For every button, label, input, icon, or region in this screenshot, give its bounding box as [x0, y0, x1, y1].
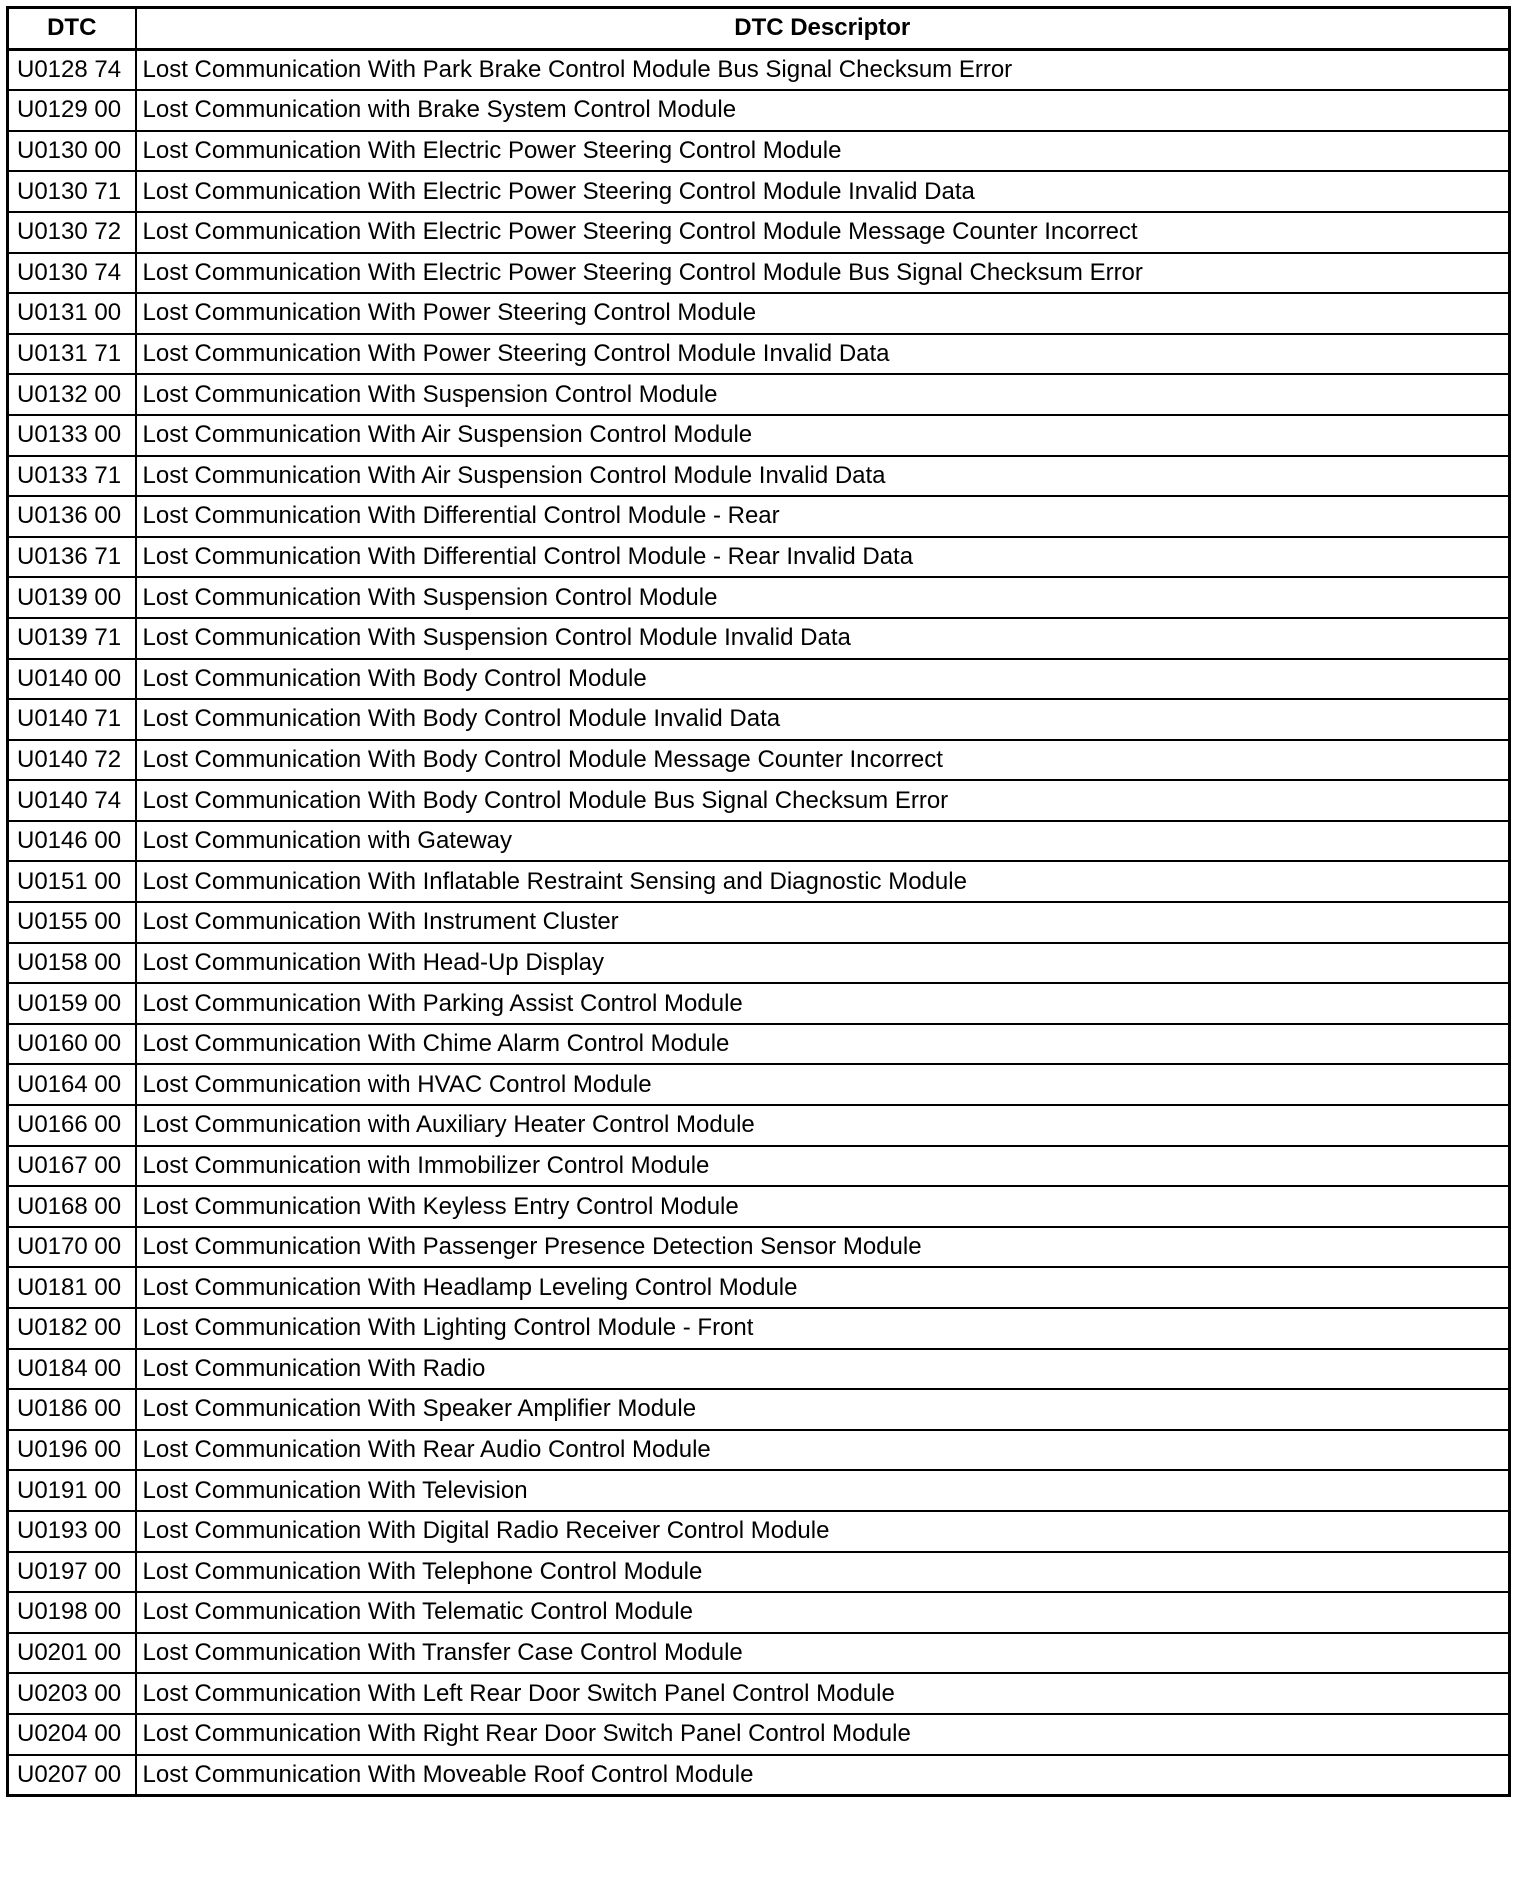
table-row: [8, 456, 1510, 497]
dtc-code-cell: U0207 00: [8, 1755, 136, 1796]
dtc-descriptor-cell: Lost Communication With Inflatable Restraint Sensing and Diagnostic Module: [136, 861, 1510, 902]
dtc-descriptor-cell: Lost Communication with HVAC Control Module: [136, 1064, 1510, 1105]
table-row: [8, 1389, 1510, 1430]
dtc-descriptor-cell: Lost Communication With Moveable Roof Control Module: [136, 1755, 1510, 1796]
dtc-code-cell: U0146 00: [8, 821, 136, 862]
dtc-code-cell: U0140 00: [8, 659, 136, 700]
dtc-descriptor-cell: Lost Communication With Power Steering Control Module: [136, 293, 1510, 334]
dtc-code-cell: U0131 71: [8, 334, 136, 375]
table-row: [8, 1511, 1510, 1552]
dtc-code-cell: U0155 00: [8, 902, 136, 943]
dtc-descriptor-cell: Lost Communication With Passenger Presence Detection Sensor Module: [136, 1227, 1510, 1268]
table-row: [8, 1552, 1510, 1593]
dtc-descriptor-cell: Lost Communication With Electric Power Steering Control Module Bus Signal Checksum Error: [136, 253, 1510, 294]
dtc-descriptor-cell: Lost Communication With Suspension Control Module: [136, 577, 1510, 618]
table-row: [8, 902, 1510, 943]
dtc-code-cell: U0133 71: [8, 456, 136, 497]
dtc-descriptor-cell: Lost Communication With Rear Audio Control Module: [136, 1430, 1510, 1471]
table-row: [8, 171, 1510, 212]
table-row: [8, 740, 1510, 781]
table-row: [8, 1592, 1510, 1633]
dtc-code-cell: U0193 00: [8, 1511, 136, 1552]
dtc-code-cell: U0130 71: [8, 171, 136, 212]
dtc-code-cell: U0151 00: [8, 861, 136, 902]
table-row: [8, 983, 1510, 1024]
table-row: [8, 1430, 1510, 1471]
table-row: [8, 780, 1510, 821]
header-row: [8, 8, 1510, 50]
dtc-code-cell: U0196 00: [8, 1430, 136, 1471]
dtc-code-cell: U0201 00: [8, 1633, 136, 1674]
dtc-code-cell: U0167 00: [8, 1146, 136, 1187]
dtc-code-cell: U0204 00: [8, 1714, 136, 1755]
dtc-descriptor-cell: Lost Communication With Parking Assist Control Module: [136, 983, 1510, 1024]
table-row: [8, 1470, 1510, 1511]
table-row: [8, 1105, 1510, 1146]
table-row: [8, 1349, 1510, 1390]
dtc-code-cell: U0181 00: [8, 1267, 136, 1308]
dtc-descriptor-cell: Lost Communication With Right Rear Door Switch Panel Control Module: [136, 1714, 1510, 1755]
table-header: [8, 8, 1510, 50]
dtc-descriptor-cell: Lost Communication with Auxiliary Heater Control Module: [136, 1105, 1510, 1146]
table-row: [8, 1308, 1510, 1349]
dtc-code-cell: U0164 00: [8, 1064, 136, 1105]
dtc-code-cell: U0159 00: [8, 983, 136, 1024]
dtc-table: [6, 6, 1511, 1797]
dtc-descriptor-cell: Lost Communication With Air Suspension Control Module Invalid Data: [136, 456, 1510, 497]
dtc-descriptor-cell: Lost Communication With Air Suspension Control Module: [136, 415, 1510, 456]
dtc-code-cell: U0128 74: [8, 49, 136, 90]
table-row: [8, 1146, 1510, 1187]
dtc-code-cell: U0140 74: [8, 780, 136, 821]
dtc-code-cell: U0133 00: [8, 415, 136, 456]
dtc-descriptor-cell: Lost Communication With Keyless Entry Control Module: [136, 1186, 1510, 1227]
table-row: [8, 293, 1510, 334]
table-row: [8, 1673, 1510, 1714]
dtc-descriptor-cell: Lost Communication With Electric Power Steering Control Module: [136, 131, 1510, 172]
table-row: [8, 212, 1510, 253]
dtc-descriptor-cell: Lost Communication With Speaker Amplifier Module: [136, 1389, 1510, 1430]
dtc-descriptor-cell: Lost Communication With Suspension Control Module Invalid Data: [136, 618, 1510, 659]
dtc-code-cell: U0166 00: [8, 1105, 136, 1146]
dtc-descriptor-cell: Lost Communication With Headlamp Leveling Control Module: [136, 1267, 1510, 1308]
table-row: [8, 1064, 1510, 1105]
table-body: [8, 49, 1510, 1796]
table-row: [8, 374, 1510, 415]
dtc-descriptor-cell: Lost Communication with Immobilizer Control Module: [136, 1146, 1510, 1187]
dtc-descriptor-cell: Lost Communication With Power Steering Control Module Invalid Data: [136, 334, 1510, 375]
dtc-code-cell: U0130 72: [8, 212, 136, 253]
table-row: [8, 1227, 1510, 1268]
header-dtc-descriptor: DTC Descriptor: [136, 8, 1510, 50]
dtc-descriptor-cell: Lost Communication With Electric Power Steering Control Module Invalid Data: [136, 171, 1510, 212]
table-row: [8, 1755, 1510, 1796]
dtc-descriptor-cell: Lost Communication with Gateway: [136, 821, 1510, 862]
dtc-code-cell: U0197 00: [8, 1552, 136, 1593]
table-row: [8, 1024, 1510, 1065]
table-row: [8, 943, 1510, 984]
table-row: [8, 253, 1510, 294]
dtc-code-cell: U0198 00: [8, 1592, 136, 1633]
dtc-descriptor-cell: Lost Communication With Telematic Control Module: [136, 1592, 1510, 1633]
dtc-descriptor-cell: Lost Communication With Telephone Control Module: [136, 1552, 1510, 1593]
dtc-descriptor-cell: Lost Communication with Brake System Control Module: [136, 90, 1510, 131]
dtc-code-cell: U0158 00: [8, 943, 136, 984]
table-row: [8, 496, 1510, 537]
table-row: [8, 334, 1510, 375]
table-row: [8, 1267, 1510, 1308]
table-row: [8, 618, 1510, 659]
table-row: [8, 49, 1510, 90]
dtc-code-cell: U0170 00: [8, 1227, 136, 1268]
dtc-code-cell: U0140 71: [8, 699, 136, 740]
dtc-code-cell: U0182 00: [8, 1308, 136, 1349]
table-row: [8, 1633, 1510, 1674]
dtc-descriptor-cell: Lost Communication With Suspension Control Module: [136, 374, 1510, 415]
dtc-descriptor-cell: Lost Communication With Head-Up Display: [136, 943, 1510, 984]
dtc-code-cell: U0168 00: [8, 1186, 136, 1227]
dtc-descriptor-cell: Lost Communication With Television: [136, 1470, 1510, 1511]
dtc-code-cell: U0136 00: [8, 496, 136, 537]
dtc-code-cell: U0140 72: [8, 740, 136, 781]
dtc-code-cell: U0139 71: [8, 618, 136, 659]
dtc-descriptor-cell: Lost Communication With Digital Radio Receiver Control Module: [136, 1511, 1510, 1552]
header-dtc: DTC: [8, 8, 136, 50]
dtc-descriptor-cell: Lost Communication With Transfer Case Control Module: [136, 1633, 1510, 1674]
dtc-code-cell: U0129 00: [8, 90, 136, 131]
dtc-descriptor-cell: Lost Communication With Body Control Module: [136, 659, 1510, 700]
dtc-descriptor-cell: Lost Communication With Lighting Control Module - Front: [136, 1308, 1510, 1349]
dtc-descriptor-cell: Lost Communication With Chime Alarm Control Module: [136, 1024, 1510, 1065]
dtc-descriptor-cell: Lost Communication With Differential Control Module - Rear: [136, 496, 1510, 537]
dtc-code-cell: U0136 71: [8, 537, 136, 578]
dtc-descriptor-cell: Lost Communication With Body Control Module Message Counter Incorrect: [136, 740, 1510, 781]
dtc-descriptor-cell: Lost Communication With Electric Power Steering Control Module Message Counter Incorrect: [136, 212, 1510, 253]
dtc-code-cell: U0132 00: [8, 374, 136, 415]
dtc-descriptor-cell: Lost Communication With Radio: [136, 1349, 1510, 1390]
table-row: [8, 699, 1510, 740]
table-row: [8, 90, 1510, 131]
table-row: [8, 861, 1510, 902]
dtc-code-cell: U0131 00: [8, 293, 136, 334]
dtc-code-cell: U0130 00: [8, 131, 136, 172]
table-row: [8, 1186, 1510, 1227]
table-row: [8, 821, 1510, 862]
dtc-descriptor-cell: Lost Communication With Body Control Module Invalid Data: [136, 699, 1510, 740]
dtc-code-cell: U0203 00: [8, 1673, 136, 1714]
dtc-descriptor-cell: Lost Communication With Left Rear Door Switch Panel Control Module: [136, 1673, 1510, 1714]
table-row: [8, 577, 1510, 618]
dtc-descriptor-cell: Lost Communication With Instrument Cluster: [136, 902, 1510, 943]
dtc-code-cell: U0139 00: [8, 577, 136, 618]
table-row: [8, 537, 1510, 578]
dtc-descriptor-cell: Lost Communication With Park Brake Control Module Bus Signal Checksum Error: [136, 49, 1510, 90]
table-row: [8, 415, 1510, 456]
dtc-descriptor-cell: Lost Communication With Differential Control Module - Rear Invalid Data: [136, 537, 1510, 578]
dtc-descriptor-cell: Lost Communication With Body Control Module Bus Signal Checksum Error: [136, 780, 1510, 821]
dtc-code-cell: U0186 00: [8, 1389, 136, 1430]
dtc-code-cell: U0130 74: [8, 253, 136, 294]
table-row: [8, 131, 1510, 172]
table-row: [8, 659, 1510, 700]
table-row: [8, 1714, 1510, 1755]
dtc-code-cell: U0160 00: [8, 1024, 136, 1065]
dtc-code-cell: U0184 00: [8, 1349, 136, 1390]
dtc-code-cell: U0191 00: [8, 1470, 136, 1511]
